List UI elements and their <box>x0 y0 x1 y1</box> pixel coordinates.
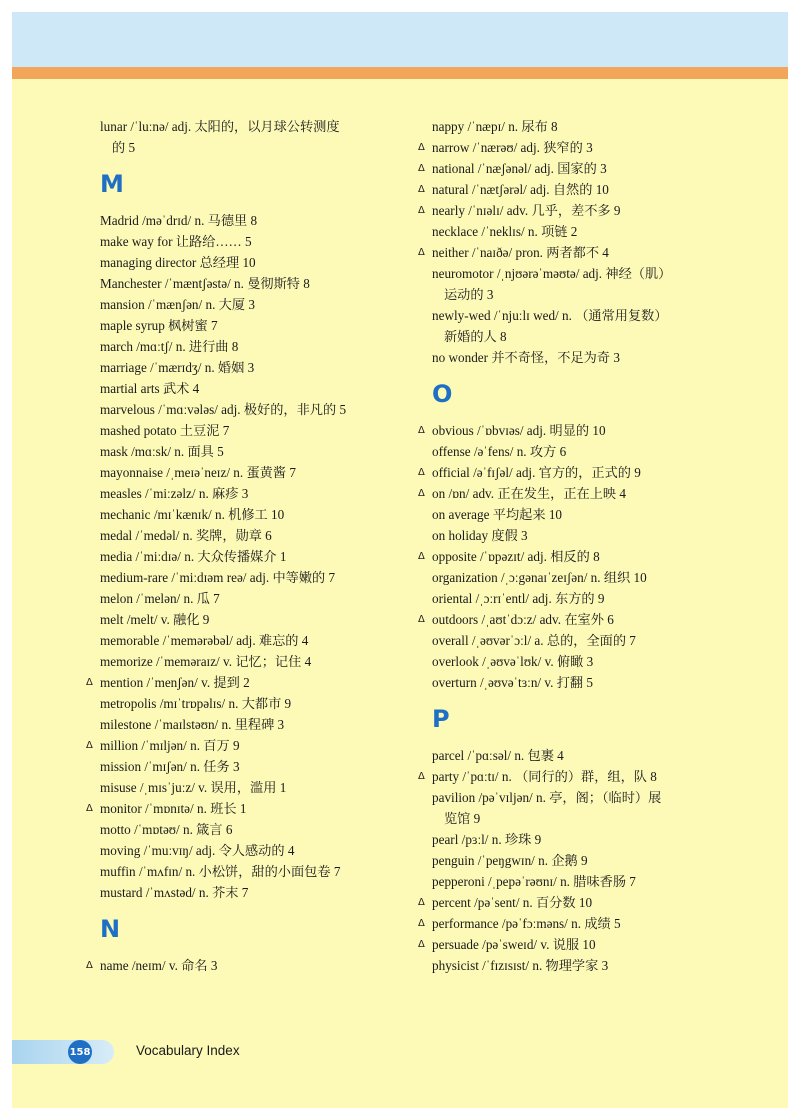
vocab-entry <box>418 179 738 200</box>
vocab-entry <box>86 882 406 903</box>
entry-text: persuade /pəˈsweɪd/ v. 说服 10 <box>432 937 596 952</box>
vocab-entry <box>86 483 406 504</box>
vocab-entry <box>86 756 406 777</box>
vocab-entry <box>418 347 738 368</box>
entry-text: motto /ˈmɒtəʊ/ n. 箴言 6 <box>100 822 233 837</box>
vocab-entry <box>86 861 406 882</box>
entry-continuation: 的 5 <box>112 140 136 155</box>
entry-text: no wonder 并不奇怪，不足为奇 3 <box>432 350 620 365</box>
entry-text: medal /ˈmedəl/ n. 奖牌，勋章 6 <box>100 528 272 543</box>
delta-mark: Δ <box>418 771 425 782</box>
entry-text: mechanic /mɪˈkænɪk/ n. 机修工 10 <box>100 507 285 522</box>
vocab-entry <box>86 693 406 714</box>
vocab-entry <box>86 231 406 252</box>
entry-text: pearl /pɜːl/ n. 珍珠 9 <box>432 832 542 847</box>
vocab-entry <box>418 766 738 787</box>
entry-text: mansion /ˈmænʃən/ n. 大厦 3 <box>100 297 255 312</box>
entry-text: make way for 让路给…… 5 <box>100 234 252 249</box>
right-column <box>418 116 738 976</box>
vocab-entry <box>418 242 738 263</box>
vocab-entry <box>86 546 406 567</box>
vocab-entry <box>418 158 738 179</box>
vocab-entry <box>418 137 738 158</box>
vocab-entry <box>86 525 406 546</box>
entry-text: melon /ˈmelən/ n. 瓜 7 <box>100 591 220 606</box>
vocab-entry <box>86 116 406 158</box>
vocab-entry <box>418 829 738 850</box>
vocab-entry <box>86 955 406 976</box>
vocab-entry <box>418 787 738 829</box>
entry-continuation: 新婚的人 8 <box>444 329 507 344</box>
vocab-entry <box>418 567 738 588</box>
vocab-entry <box>86 651 406 672</box>
vocab-entry <box>86 441 406 462</box>
entry-text: measles /ˈmiːzəlz/ n. 麻疹 3 <box>100 486 249 501</box>
entry-text: outdoors /ˌaʊtˈdɔːz/ adv. 在室外 6 <box>432 612 614 627</box>
entry-text: opposite /ˈɒpəzɪt/ adj. 相反的 8 <box>432 549 600 564</box>
entry-text: overlook /ˌəʊvəˈlʊk/ v. 俯瞰 3 <box>432 654 594 669</box>
vocab-entry <box>418 934 738 955</box>
delta-mark: Δ <box>418 918 425 929</box>
delta-mark: Δ <box>418 467 425 478</box>
vocab-entry <box>418 441 738 462</box>
entry-text: nappy /ˈnæpɪ/ n. 尿布 8 <box>432 119 558 134</box>
entry-text: performance /pəˈfɔːməns/ n. 成绩 5 <box>432 916 621 931</box>
entry-text: maple syrup 枫树蜜 7 <box>100 318 218 333</box>
left-column <box>86 116 406 976</box>
section-letter: O <box>432 380 453 408</box>
entry-text: physicist /ˈfɪzɪsɪst/ n. 物理学家 3 <box>432 958 609 973</box>
vocab-entry <box>418 420 738 441</box>
vocab-entry <box>86 819 406 840</box>
entry-text: party /ˈpɑːtɪ/ n. （同行的）群，组，队 8 <box>432 769 657 784</box>
vocab-entry <box>86 294 406 315</box>
entry-text: muffin /ˈmʌfɪn/ n. 小松饼，甜的小面包卷 7 <box>100 864 341 879</box>
entry-text: million /ˈmɪljən/ n. 百万 9 <box>100 738 240 753</box>
footer-tab <box>12 1040 114 1064</box>
vocab-entry <box>86 357 406 378</box>
entry-text: organization /ˌɔːgənaɪˈzeɪʃən/ n. 组织 10 <box>432 570 647 585</box>
entry-text: monitor /ˈmɒnɪtə/ n. 班长 1 <box>100 801 247 816</box>
entry-text: march /mɑːtʃ/ n. 进行曲 8 <box>100 339 239 354</box>
entry-text: Madrid /məˈdrɪd/ n. 马德里 8 <box>100 213 258 228</box>
vocab-entry <box>86 840 406 861</box>
entry-text: official /əˈfɪʃəl/ adj. 官方的，正式的 9 <box>432 465 641 480</box>
entry-text: memorable /ˈmemərəbəl/ adj. 难忘的 4 <box>100 633 309 648</box>
vocab-entry <box>418 525 738 546</box>
vocab-entry <box>86 777 406 798</box>
entry-text: media /ˈmiːdɪə/ n. 大众传播媒介 1 <box>100 549 287 564</box>
delta-mark: Δ <box>86 960 93 971</box>
delta-mark: Δ <box>418 939 425 950</box>
vocab-entry <box>418 588 738 609</box>
entry-text: metropolis /mɪˈtrɒpəlɪs/ n. 大都市 9 <box>100 696 292 711</box>
delta-mark: Δ <box>86 740 93 751</box>
entry-text: natural /ˈnætʃərəl/ adj. 自然的 10 <box>432 182 609 197</box>
entry-text: nearly /ˈnɪəlɪ/ adv. 几乎，差不多 9 <box>432 203 621 218</box>
delta-mark: Δ <box>418 425 425 436</box>
entry-text: martial arts 武术 4 <box>100 381 200 396</box>
vocab-entry <box>418 672 738 693</box>
delta-mark: Δ <box>418 247 425 258</box>
section-letter: N <box>100 915 121 943</box>
entry-text: oriental /ˌɔːrɪˈentl/ adj. 东方的 9 <box>432 591 605 606</box>
entry-text: managing director 总经理 10 <box>100 255 256 270</box>
delta-mark: Δ <box>418 142 425 153</box>
vocab-entry <box>418 913 738 934</box>
vocab-entry <box>418 504 738 525</box>
vocab-entry <box>86 504 406 525</box>
delta-mark: Δ <box>418 897 425 908</box>
vocab-entry <box>418 745 738 766</box>
vocab-entry <box>418 305 738 347</box>
delta-mark: Δ <box>418 163 425 174</box>
entry-text: overall /ˌəʊvərˈɔːl/ a. 总的，全面的 7 <box>432 633 636 648</box>
entry-text: name /neɪm/ v. 命名 3 <box>100 958 218 973</box>
entry-continuation: 运动的 3 <box>444 287 494 302</box>
vocab-entry <box>418 221 738 242</box>
entry-text: misuse /ˌmɪsˈjuːz/ v. 误用，滥用 1 <box>100 780 287 795</box>
entry-text: overturn /ˌəʊvəˈtɜːn/ v. 打翻 5 <box>432 675 593 690</box>
entry-text: mashed potato 土豆泥 7 <box>100 423 230 438</box>
section-letter: M <box>100 170 124 198</box>
vocab-entry <box>86 273 406 294</box>
vocab-entry <box>86 714 406 735</box>
entry-text: penguin /ˈpeŋgwɪn/ n. 企鹅 9 <box>432 853 588 868</box>
vocab-entry <box>86 735 406 756</box>
entry-text: on average 平均起来 10 <box>432 507 563 522</box>
page-number: 158 <box>68 1040 92 1064</box>
entry-text: parcel /ˈpɑːsəl/ n. 包裹 4 <box>432 748 564 763</box>
header-banner <box>12 12 788 67</box>
vocab-entry <box>86 252 406 273</box>
entry-text: marriage /ˈmærɪdʒ/ n. 婚姻 3 <box>100 360 255 375</box>
entry-text: pavilion /pəˈvɪljən/ n. 亭，阁；（临时）展 <box>432 790 662 805</box>
vocab-entry <box>418 546 738 567</box>
entry-text: Manchester /ˈmæntʃəstə/ n. 曼彻斯特 8 <box>100 276 310 291</box>
vocab-entry <box>86 210 406 231</box>
vocab-entry <box>86 420 406 441</box>
entry-text: percent /pəˈsent/ n. 百分数 10 <box>432 895 593 910</box>
entry-text: marvelous /ˈmɑːvələs/ adj. 极好的，非凡的 5 <box>100 402 347 417</box>
entry-text: national /ˈnæʃənəl/ adj. 国家的 3 <box>432 161 607 176</box>
vocab-entry <box>418 651 738 672</box>
vocab-entry <box>86 378 406 399</box>
vocab-entry <box>418 630 738 651</box>
section-letter: P <box>432 705 450 733</box>
vocab-entry <box>86 567 406 588</box>
vocab-entry <box>418 850 738 871</box>
entry-text: medium-rare /ˈmiːdɪəm reə/ adj. 中等嫩的 7 <box>100 570 336 585</box>
entry-text: narrow /ˈnærəʊ/ adj. 狭窄的 3 <box>432 140 593 155</box>
vocab-entry <box>418 609 738 630</box>
delta-mark: Δ <box>86 677 93 688</box>
delta-mark: Δ <box>418 205 425 216</box>
vocab-entry <box>86 609 406 630</box>
entry-text: offense /əˈfens/ n. 攻方 6 <box>432 444 567 459</box>
header-stripe <box>12 67 788 79</box>
vocab-entry <box>86 336 406 357</box>
delta-mark: Δ <box>418 184 425 195</box>
vocab-entry <box>86 399 406 420</box>
vocab-entry <box>418 116 738 137</box>
delta-mark: Δ <box>418 551 425 562</box>
entry-text: mayonnaise /ˌmeɪəˈneɪz/ n. 蛋黄酱 7 <box>100 465 296 480</box>
vocab-entry <box>86 315 406 336</box>
vocab-entry <box>418 483 738 504</box>
delta-mark: Δ <box>86 803 93 814</box>
vocab-entry <box>418 462 738 483</box>
vocab-entry <box>86 588 406 609</box>
entry-text: melt /melt/ v. 融化 9 <box>100 612 210 627</box>
entry-text: necklace /ˈneklɪs/ n. 项链 2 <box>432 224 578 239</box>
vocab-entry <box>418 955 738 976</box>
entry-text: on holiday 度假 3 <box>432 528 528 543</box>
entry-text: memorize /ˈmeməraɪz/ v. 记忆；记住 4 <box>100 654 312 669</box>
entry-text: on /ɒn/ adv. 正在发生，正在上映 4 <box>432 486 626 501</box>
entry-text: milestone /ˈmaɪlstəʊn/ n. 里程碑 3 <box>100 717 285 732</box>
vocab-entry <box>418 892 738 913</box>
vocab-entry <box>86 462 406 483</box>
entry-text: mustard /ˈmʌstəd/ n. 芥末 7 <box>100 885 249 900</box>
vocab-entry <box>418 263 738 305</box>
vocab-entry <box>86 798 406 819</box>
delta-mark: Δ <box>418 614 425 625</box>
entry-text: lunar /ˈluːnə/ adj. 太阳的，以月球公转测度 <box>100 119 340 134</box>
vocab-entry <box>418 200 738 221</box>
vocab-entry <box>86 630 406 651</box>
delta-mark: Δ <box>418 488 425 499</box>
vocab-entry <box>418 871 738 892</box>
entry-text: neither /ˈnaɪðə/ pron. 两者都不 4 <box>432 245 609 260</box>
entry-text: pepperoni /ˌpepəˈrəʊnɪ/ n. 腊味香肠 7 <box>432 874 636 889</box>
entry-text: mention /ˈmenʃən/ v. 提到 2 <box>100 675 250 690</box>
entry-text: newly-wed /ˈnjuːlɪ wed/ n. （通常用复数） <box>432 308 668 323</box>
entry-text: neuromotor /ˌnjʊərəˈməʊtə/ adj. 神经（肌） <box>432 266 672 281</box>
entry-text: mask /mɑːsk/ n. 面具 5 <box>100 444 224 459</box>
entry-continuation: 览馆 9 <box>444 811 481 826</box>
vocab-entry <box>86 672 406 693</box>
entry-text: mission /ˈmɪʃən/ n. 任务 3 <box>100 759 240 774</box>
footer-title: Vocabulary Index <box>136 1043 240 1058</box>
entry-text: obvious /ˈɒbvɪəs/ adj. 明显的 10 <box>432 423 606 438</box>
entry-text: moving /ˈmuːvɪŋ/ adj. 令人感动的 4 <box>100 843 295 858</box>
